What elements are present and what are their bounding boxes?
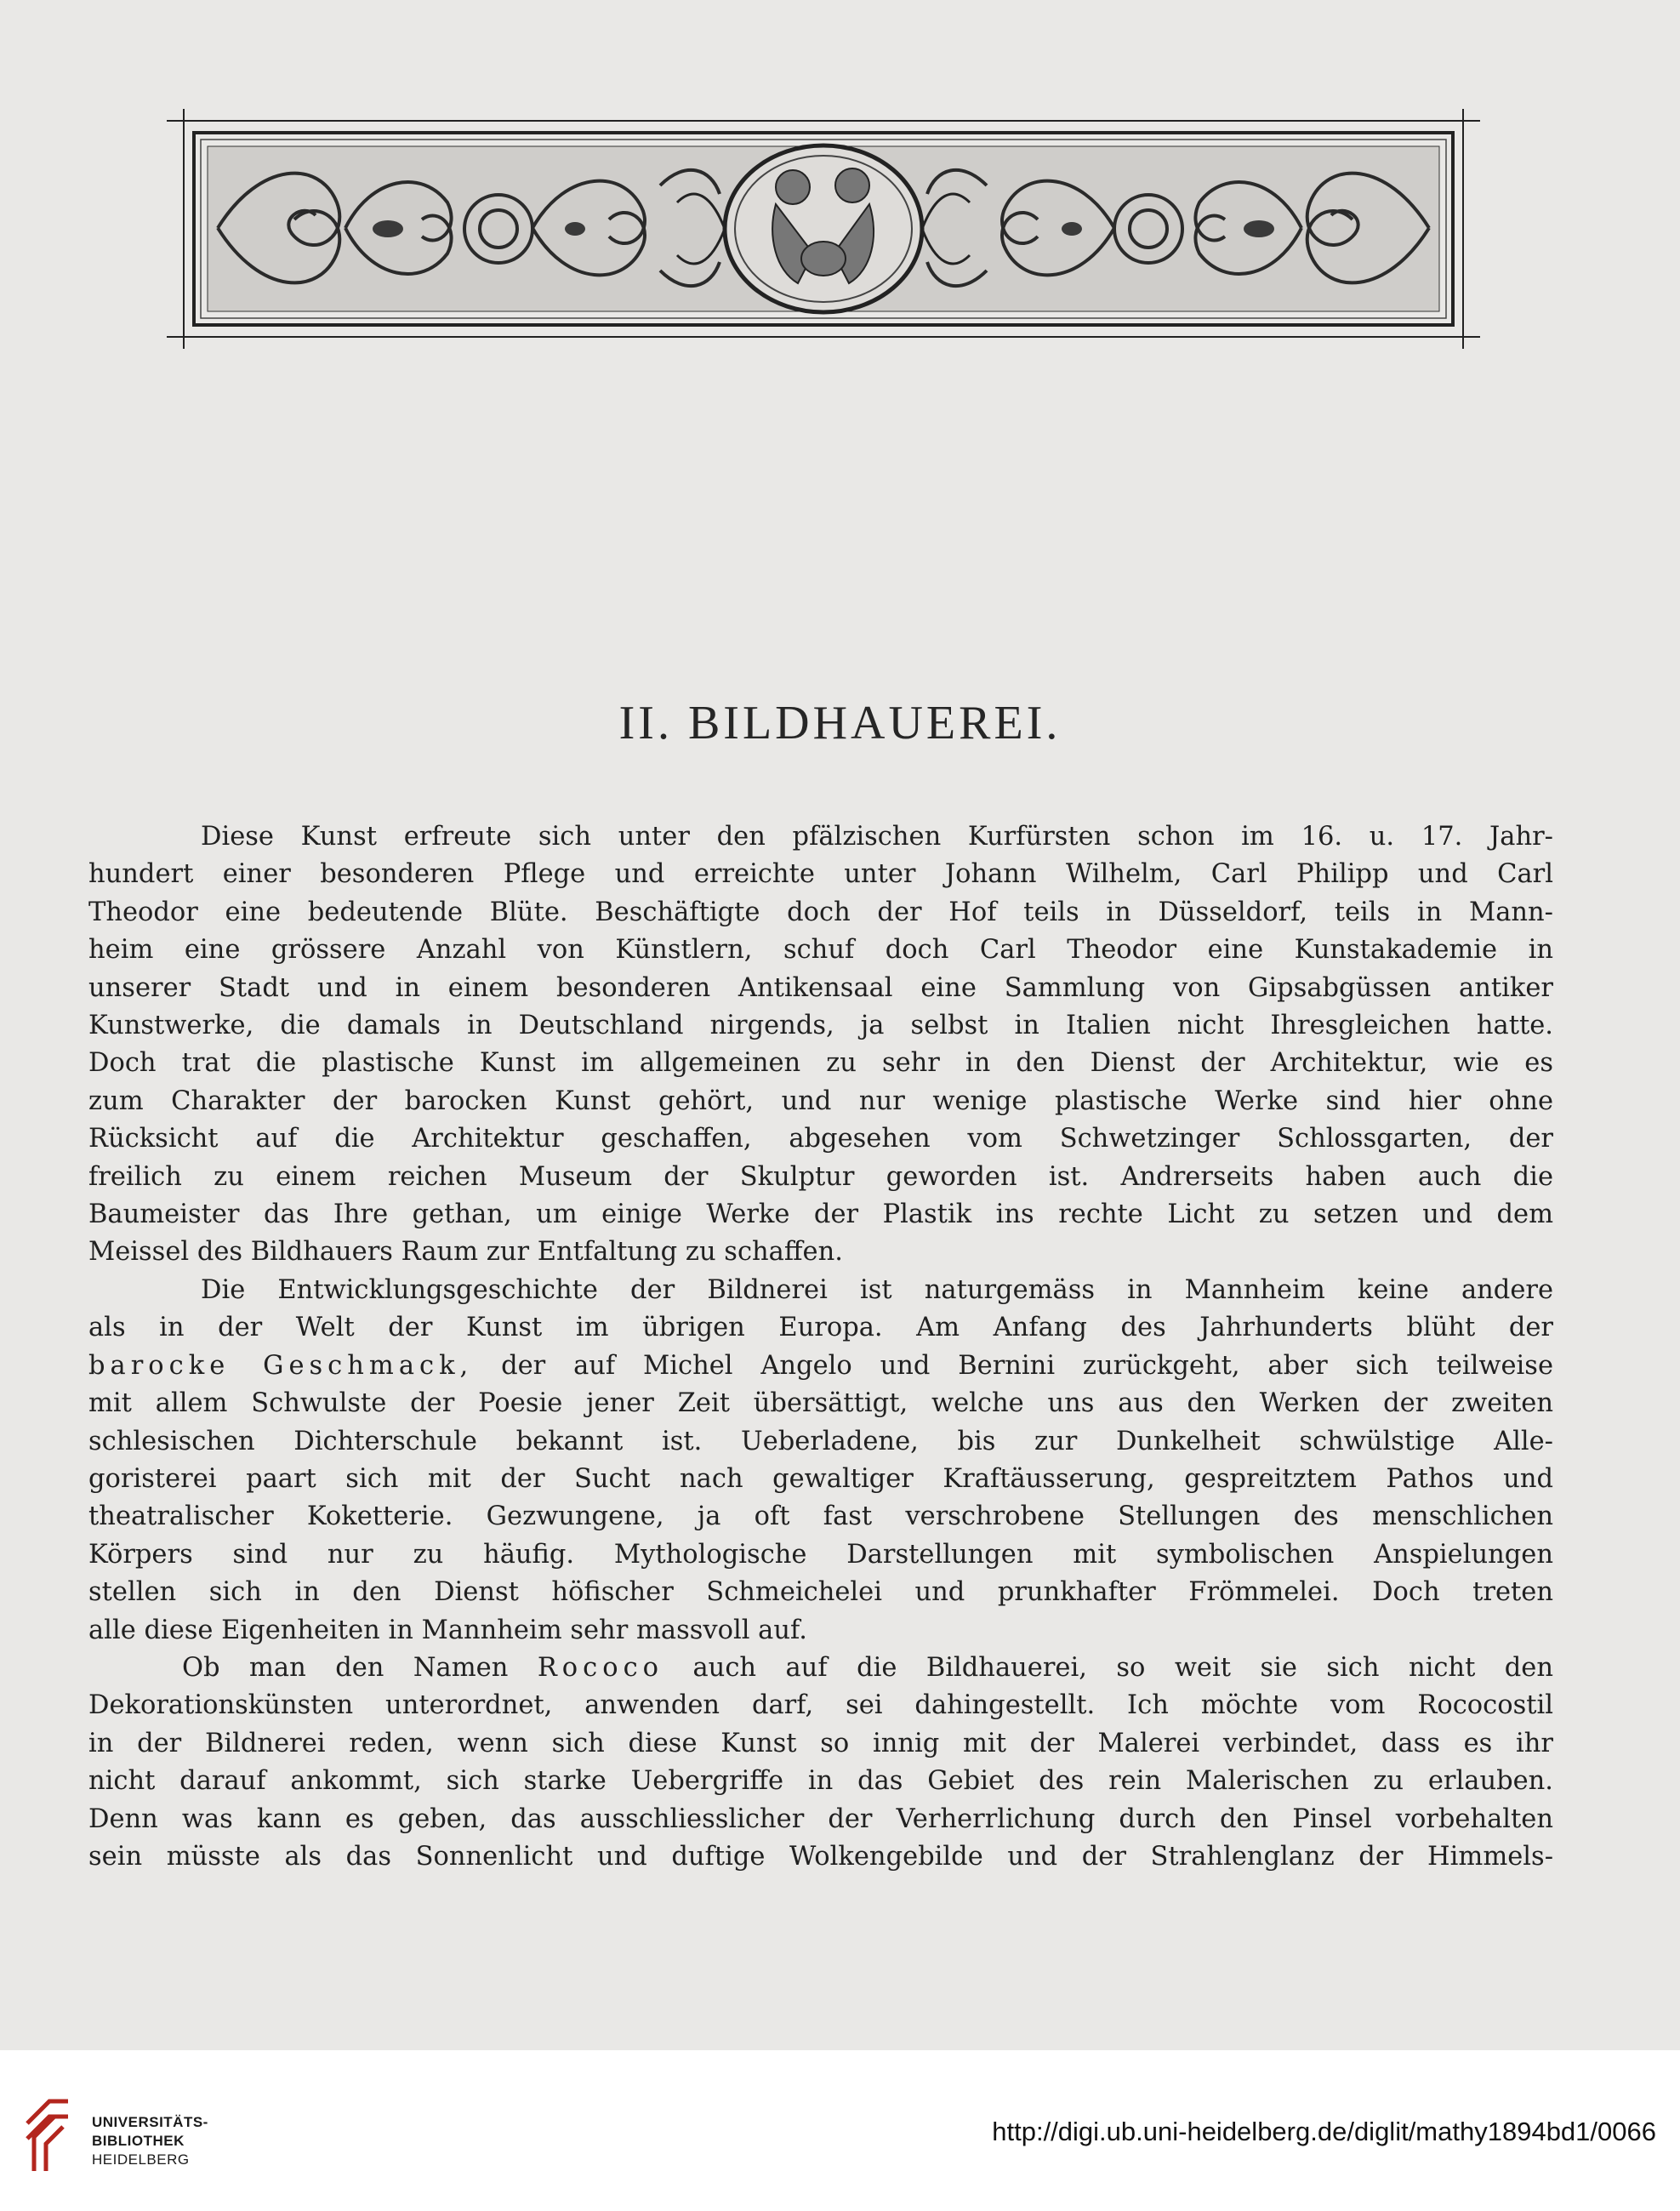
library-name-line: BIBLIOTHEK	[92, 2133, 185, 2149]
source-url-link[interactable]: http://digi.ub.uni-heidelberg.de/diglit/mathy1894bd1/0066	[992, 2117, 1656, 2146]
text-line: mit allem Schwulste der Poesie jener Zeit übersättigt, welche uns aus den Werken der zweiten	[88, 1388, 1553, 1419]
library-footer	[0, 2050, 1680, 2211]
text-line: Denn was kann es geben, das ausschliesslicher der Verherrlichung durch den Pinsel vorbehalten	[88, 1804, 1553, 1834]
text-segment: Ob man den Namen	[182, 1652, 538, 1683]
text-line: zum Charakter der barocken Kunst gehört, und nur wenige plastische Werke sind hier ohne	[88, 1086, 1553, 1116]
paragraph-3	[88, 1650, 1553, 1876]
spaced-emphasis: barocke Geschmack,	[88, 1350, 474, 1381]
text-line: goristerei paart sich mit der Sucht nach gewaltiger Kraftäusserung, gespreitztem Pathos und	[88, 1463, 1553, 1494]
text-line: Theodor eine bedeutende Blüte. Beschäftigte doch der Hof teils in Düsseldorf, teils in Mann-	[88, 897, 1553, 927]
spaced-emphasis: Rococo	[537, 1652, 664, 1683]
text-line: Baumeister das Ihre gethan, um einige Werke der Plastik ins rechte Licht zu setzen und dem	[88, 1200, 1553, 1230]
library-name-line: UNIVERSITÄTS-	[92, 2114, 208, 2130]
library-name	[92, 2113, 208, 2169]
text-line: Kunstwerke, die damals in Deutschland nirgends, ja selbst in Italien nicht Ihresgleichen hatte.	[88, 1011, 1553, 1041]
text-line: Die Entwicklungsgeschichte der Bildnerei ist naturgemäss in Mannheim keine andere	[201, 1274, 1553, 1305]
body-text	[88, 818, 1553, 1876]
text-line: Doch trat die plastische Kunst im allgemeinen zu sehr in den Dienst der Architektur, wie es	[88, 1048, 1553, 1079]
text-line: als in der Welt der Kunst im übrigen Europa. Am Anfang des Jahrhunderts blüht der	[88, 1313, 1553, 1343]
paragraph-1	[88, 818, 1553, 1272]
text-line	[88, 1650, 1553, 1687]
paragraph-2	[88, 1272, 1553, 1650]
ornamental-header-vignette	[167, 109, 1480, 349]
text-line: schlesischen Dichterschule bekannt ist. Ueberladene, bis zur Dunkelheit schwülstige Alle-	[88, 1426, 1553, 1456]
text-line: in der Bildnerei reden, wenn sich diese Kunst so innig mit der Malerei verbindet, dass es ihr	[88, 1728, 1553, 1758]
text-line: hundert einer besonderen Pflege und erreichte unter Johann Wilhelm, Carl Philipp und Carl	[88, 859, 1553, 890]
text-line: Körpers sind nur zu häufig. Mythologische Darstellungen mit symbolischen Anspielungen	[88, 1539, 1553, 1570]
text-line: sein müsste als das Sonnenlicht und duftige Wolkengebilde und der Strahlenglanz der Himmels-	[88, 1841, 1553, 1872]
text-line: Diese Kunst erfreute sich unter den pfälzischen Kurfürsten schon im 16. u. 17. Jahr-	[201, 822, 1553, 852]
text-segment: der auf Michel Angelo und Bernini zurückgeht, aber sich teilweise	[473, 1350, 1553, 1381]
text-line: Dekorationskünsten unterordnet, anwenden darf, sei dahingestellt. Ich möchte vom Rococostil	[88, 1690, 1553, 1721]
text-line: Rücksicht auf die Architektur geschaffen, abgesehen vom Schwetzinger Schlossgarten, der	[88, 1124, 1553, 1154]
university-library-logo-icon	[24, 2094, 71, 2174]
text-line: heim eine grössere Anzahl von Künstlern, schuf doch Carl Theodor eine Kunstakademie in	[88, 935, 1553, 966]
text-line: theatralischer Koketterie. Gezwungene, ja oft fast verschrobene Stellungen des menschlichen	[88, 1502, 1553, 1532]
text-line	[88, 1348, 1553, 1385]
text-line: freilich zu einem reichen Museum der Skulptur geworden ist. Andrerseits haben auch die	[88, 1161, 1553, 1192]
text-line: Meissel des Bildhauers Raum zur Entfaltung zu schaffen.	[88, 1237, 843, 1268]
chapter-heading: II. BILDHAUEREI.	[618, 697, 1062, 749]
text-line: nicht darauf ankommt, sich starke Uebergriffe in das Gebiet des rein Malerischen zu erlauben.	[88, 1766, 1553, 1797]
text-segment: auch auf die Bildhauerei, so weit sie sich nicht den	[663, 1652, 1553, 1683]
text-line: unserer Stadt und in einem besonderen Antikensaal eine Sammlung von Gipsabgüssen antiker	[88, 972, 1553, 1003]
text-line: stellen sich in den Dienst höfischer Schmeichelei und prunkhafter Frömmelei. Doch treten	[88, 1577, 1553, 1608]
library-name-line: HEIDELBERG	[92, 2151, 190, 2168]
text-line: alle diese Eigenheiten in Mannheim sehr massvoll auf.	[88, 1615, 807, 1645]
